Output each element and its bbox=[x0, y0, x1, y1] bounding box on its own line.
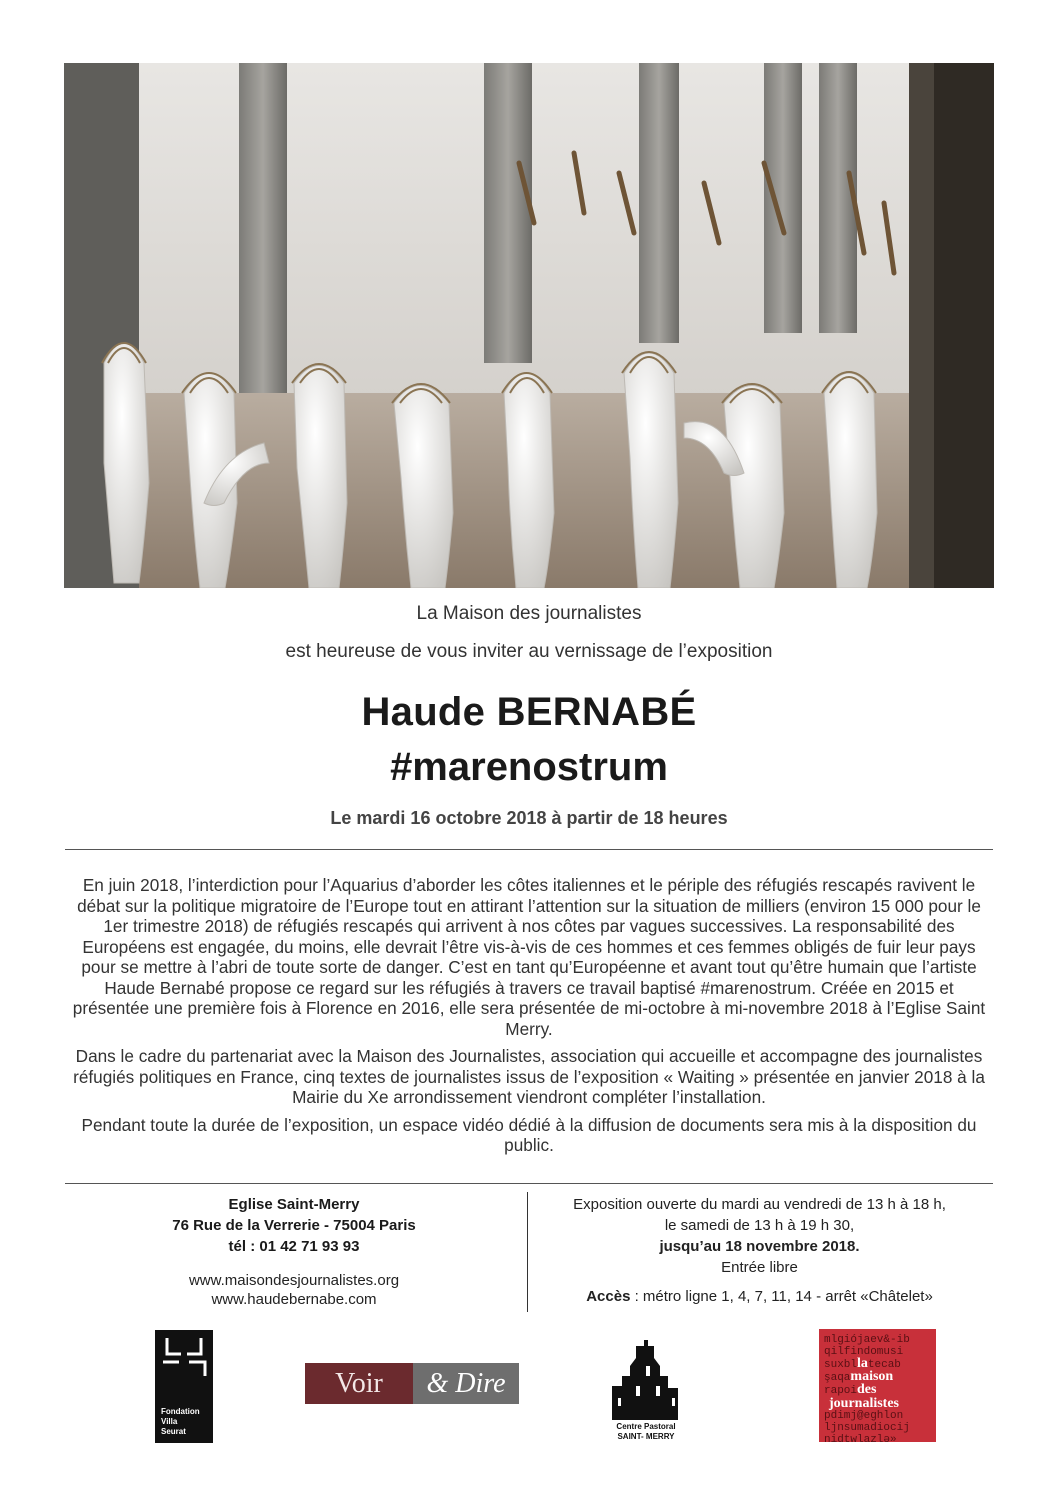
mdj-logo-line-2: qilfindomusi bbox=[824, 1346, 904, 1358]
mdj-logo-line-3: suxbl bbox=[824, 1359, 858, 1371]
hours-line-1: Exposition ouverte du mardi au vendredi de 13 h à 18 h, bbox=[573, 1196, 946, 1213]
body-paragraph-3: Pendant toute la durée de l’exposition, un espace vidéo dédié à la diffusion de documents sera mis à la disposition du public. bbox=[81, 1114, 977, 1155]
body-paragraph-2: Dans le cadre du partenariat avec la Maison des Journalistes, association qui accueille et accompagne des journalistes réfugiés politiques en France, cinq textes de journalistes issus de l’exposition « Waiting » présentée en janvier 2018 à la Mairie du Xe arrondissement viendront compléter l’installation. bbox=[73, 1046, 985, 1107]
access-info bbox=[532, 1286, 987, 1307]
mdj-logo-line-1: mlgiójaev&-ib bbox=[824, 1334, 910, 1346]
villa-logo-text-2: Villa bbox=[161, 1417, 178, 1426]
divider-bottom bbox=[65, 1183, 993, 1184]
dire-logo-part: & Dire bbox=[413, 1363, 519, 1404]
mdj-logo-line-4: şaqa bbox=[824, 1372, 851, 1384]
centre-pastoral-saint-merry-logo bbox=[606, 1336, 686, 1444]
mdj-logo-journalistes: journalistes bbox=[829, 1396, 899, 1411]
venue-name: Eglise Saint-Merry bbox=[228, 1196, 360, 1213]
mdj-logo-line-5: rapoi bbox=[824, 1385, 858, 1397]
hours-line-2: le samedi de 13 h à 19 h 30, bbox=[664, 1217, 855, 1234]
intro-line-1: La Maison des journalistes bbox=[416, 603, 642, 624]
exhibition-photo bbox=[64, 63, 994, 588]
exhibition-title: #marenostrum bbox=[390, 745, 668, 789]
hours-line-3: jusqu’au 18 novembre 2018. bbox=[659, 1238, 860, 1255]
link-maisondesjournalistes[interactable]: www.maisondesjournalistes.org bbox=[188, 1272, 400, 1289]
voir-et-dire-logo bbox=[305, 1363, 519, 1404]
divider-top bbox=[65, 849, 993, 850]
hours-line-4: Entrée libre bbox=[721, 1259, 798, 1276]
cps-logo-text-2: SAINT- MERRY bbox=[617, 1432, 675, 1441]
artist-name: Haude BERNABÉ bbox=[361, 690, 697, 734]
cps-logo-text-1: Centre Pastoral bbox=[616, 1422, 676, 1431]
venue-block bbox=[64, 1194, 524, 1309]
access-label: Accès bbox=[586, 1288, 631, 1305]
venue-phone: tél : 01 42 71 93 93 bbox=[228, 1238, 360, 1255]
villa-logo-text-3: Seurat bbox=[161, 1427, 186, 1436]
mdj-logo-line-7: ljnsumadiocij bbox=[824, 1422, 910, 1434]
voir-logo-part: Voir bbox=[305, 1363, 413, 1404]
column-divider bbox=[527, 1192, 528, 1312]
access-text: : métro ligne 1, 4, 7, 11, 14 - arrêt «Châtelet» bbox=[630, 1288, 933, 1305]
villa-logo-text-1: Fondation bbox=[161, 1407, 200, 1416]
hours-block bbox=[532, 1194, 987, 1307]
sculpture-photo-icon bbox=[64, 63, 994, 588]
church-icon bbox=[606, 1336, 686, 1422]
mdj-logo-line-8: nidtwlazlə» bbox=[824, 1434, 897, 1442]
maison-des-journalistes-logo bbox=[819, 1329, 936, 1442]
venue-address: 76 Rue de la Verrerie - 75004 Paris bbox=[172, 1217, 416, 1234]
body-text bbox=[64, 875, 994, 1163]
link-haudebernabe[interactable]: www.haudebernabe.com bbox=[211, 1291, 377, 1308]
event-date: Le mardi 16 octobre 2018 à partir de 18 heures bbox=[330, 808, 728, 828]
villa-seurat-mark-icon bbox=[155, 1330, 213, 1390]
mdj-logo-la: la bbox=[857, 1356, 868, 1371]
mdj-logo-maison: maison bbox=[850, 1369, 894, 1384]
body-paragraph-1: En juin 2018, l’interdiction pour l’Aquarius d’aborder les côtes italiennes et le périple des réfugiés rescapés ravivent le débat sur la politique migratoire de l’Europe tout en attirant l’attention sur la situation de milliers (environ 15 000 pour le 1er trimestre 2018) de réfugiés rescapés qui arrivent à nos côtes par vagues successives. La responsabilité des Européens est engagée, du moins, elle devrait l’être vis-à-vis de ces hommes et ces femmes obligés de fuir leur pays pour se mettre à l’abri de toute sorte de danger. C’est en tant qu’Européenne et avant tout qu’être humain que l’artiste Haude Bernabé propose ce regard sur les réfugiés à travers ce travail baptisé #marenostrum. Créée en 2015 et présentée une première fois à Florence en 2016, elle sera présentée de mi-octobre à mi-novembre 2018 à l’Eglise Saint Merry. bbox=[72, 875, 986, 1039]
intro-line-2: est heureuse de vous inviter au vernissage de l’exposition bbox=[285, 641, 773, 662]
fondation-villa-seurat-logo bbox=[155, 1330, 213, 1443]
mdj-logo-line-3b: tecab bbox=[867, 1359, 901, 1371]
mdj-logo-line-6: pdimj@eghlon bbox=[824, 1410, 904, 1422]
mdj-logo-des: des bbox=[857, 1382, 877, 1397]
